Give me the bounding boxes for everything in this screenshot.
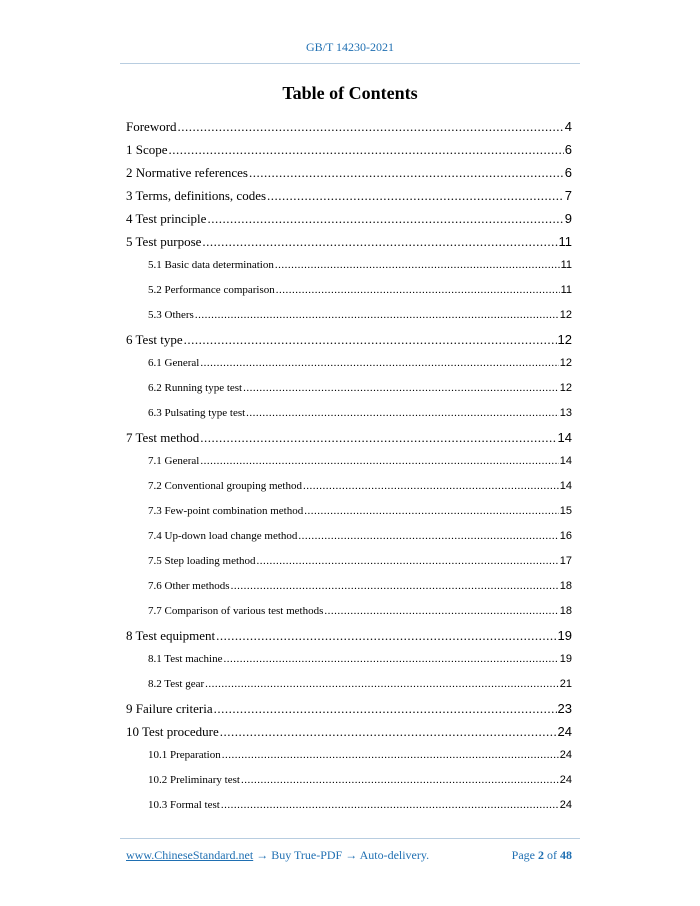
toc-entry-label: 10.2 Preliminary test [148,774,240,786]
toc-chapter-entry[interactable] [126,161,572,184]
toc-entry-label: 6.1 General [148,357,200,369]
toc-entry-page: 4 [564,119,572,134]
toc-section-entry[interactable] [126,793,572,818]
toc-dot-leader [205,672,559,697]
toc-dot-leader [216,624,556,647]
toc-dot-leader [221,793,559,818]
toc-dot-leader [169,138,564,161]
toc-section-entry[interactable] [126,672,572,697]
toc-entry-label: 7.6 Other methods [148,580,230,592]
toc-entry-label: 8.2 Test gear [148,678,205,690]
toc-dot-leader [200,426,556,449]
toc-entry-label: 7.5 Step loading method [148,555,256,567]
toc-dot-leader [200,351,558,376]
toc-chapter-entry[interactable] [126,207,572,230]
toc-entry-page: 19 [559,653,572,665]
toc-entry-page: 12 [557,332,572,347]
toc-dot-leader [214,697,557,720]
toc-section-entry[interactable] [126,303,572,328]
toc-entry-label: 8.1 Test machine [148,653,223,665]
toc-section-entry[interactable] [126,376,572,401]
toc-entry-label: 8 Test equipment [126,628,216,643]
toc-chapter-entry[interactable] [126,697,572,720]
page-title: Table of Contents [282,83,418,103]
toc-entry-label: 5.3 Others [148,309,194,321]
toc-entry-page: 23 [557,701,572,716]
toc-entry-page: 14 [559,480,572,492]
promo-text: → Buy True-PDF → Auto-delivery. [253,848,430,862]
toc-dot-leader [207,207,563,230]
toc-entry-label: 7 Test method [126,430,200,445]
toc-entry-label: 3 Terms, definitions, codes [126,188,267,203]
site-link[interactable]: www.ChineseStandard.net [126,848,254,862]
toc-section-entry[interactable] [126,599,572,624]
toc-entry-page: 13 [559,407,572,419]
toc-chapter-entry[interactable] [126,184,572,207]
toc-entry-page: 14 [559,455,572,467]
toc-entry-page: 6 [564,142,572,157]
toc-section-entry[interactable] [126,768,572,793]
toc-dot-leader [246,401,559,426]
footer-promo [126,848,429,863]
table-of-contents [126,115,572,818]
toc-dot-leader [241,768,559,793]
toc-entry-page: 24 [559,749,572,761]
toc-dot-leader [298,524,558,549]
toc-dot-leader [184,328,557,351]
toc-dot-leader [195,303,559,328]
toc-entry-page: 21 [559,678,572,690]
toc-dot-leader [202,230,557,253]
toc-chapter-entry[interactable] [126,328,572,351]
toc-dot-leader [304,499,559,524]
toc-section-entry[interactable] [126,401,572,426]
toc-chapter-entry[interactable] [126,720,572,743]
toc-entry-page: 18 [559,605,572,617]
page-of: of [544,848,560,862]
toc-section-entry[interactable] [126,278,572,303]
toc-entry-page: 18 [559,580,572,592]
toc-dot-leader [231,574,559,599]
toc-entry-label: 6.2 Running type test [148,382,243,394]
toc-section-entry[interactable] [126,351,572,376]
toc-chapter-entry[interactable] [126,230,572,253]
toc-section-entry[interactable] [126,549,572,574]
toc-section-entry[interactable] [126,449,572,474]
toc-section-entry[interactable] [126,647,572,672]
toc-dot-leader [257,549,559,574]
toc-entry-label: 7.4 Up-down load change method [148,530,298,542]
toc-entry-label: 5.1 Basic data determination [148,259,274,271]
page-current: 2 [538,848,544,862]
toc-entry-page: 12 [559,382,572,394]
toc-entry-label: 7.1 General [148,455,200,467]
toc-chapter-entry[interactable] [126,426,572,449]
toc-dot-leader [222,743,559,768]
toc-entry-label: 7.3 Few-point combination method [148,505,304,517]
toc-entry-page: 14 [557,430,572,445]
toc-entry-label: 6.3 Pulsating type test [148,407,246,419]
toc-entry-label: 2 Normative references [126,165,248,180]
toc-entry-page: 11 [560,259,572,271]
toc-dot-leader [267,184,564,207]
header-divider [120,63,580,64]
toc-section-entry[interactable] [126,524,572,549]
toc-dot-leader [178,115,564,138]
toc-entry-label: 10.1 Preparation [148,749,221,761]
toc-dot-leader [303,474,559,499]
toc-entry-page: 7 [564,188,572,203]
toc-entry-page: 15 [559,505,572,517]
footer-divider [120,838,580,839]
toc-dot-leader [249,161,564,184]
toc-dot-leader [324,599,558,624]
toc-entry-page: 12 [559,357,572,369]
page-indicator [512,848,572,863]
toc-chapter-entry[interactable] [126,624,572,647]
toc-dot-leader [223,647,558,672]
toc-entry-page: 24 [559,774,572,786]
toc-dot-leader [276,278,560,303]
page-prefix: Page [511,848,538,862]
standard-number: GB/T 14230-2021 [305,40,395,54]
toc-entry-page: 17 [559,555,572,567]
toc-entry-label: 5.2 Performance comparison [148,284,275,296]
toc-entry-label: 10 Test procedure [126,724,219,739]
toc-entry-page: 9 [564,211,572,226]
toc-entry-page: 24 [559,799,572,811]
toc-dot-leader [243,376,559,401]
toc-section-entry[interactable] [126,574,572,599]
toc-chapter-entry[interactable] [126,138,572,161]
toc-section-entry[interactable] [126,743,572,768]
page-total: 48 [560,848,572,862]
toc-section-entry[interactable] [126,474,572,499]
toc-dot-leader [200,449,558,474]
toc-entry-label: 4 Test principle [126,211,207,226]
toc-entry-label: 1 Scope [126,142,168,157]
toc-chapter-entry[interactable] [126,115,572,138]
toc-entry-label: 7.2 Conventional grouping method [148,480,302,492]
toc-entry-label: 5 Test purpose [126,234,202,249]
toc-dot-leader [220,720,557,743]
toc-section-entry[interactable] [126,253,572,278]
toc-dot-leader [275,253,560,278]
toc-entry-page: 24 [557,724,572,739]
toc-entry-label: 9 Failure criteria [126,701,213,716]
toc-entry-label: 6 Test type [126,332,183,347]
toc-section-entry[interactable] [126,499,572,524]
toc-entry-page: 16 [559,530,572,542]
running-header [0,40,700,55]
toc-entry-page: 6 [564,165,572,180]
toc-entry-page: 11 [558,234,572,249]
toc-entry-label: 10.3 Formal test [148,799,220,811]
toc-entry-page: 12 [559,309,572,321]
toc-entry-label: Foreword [126,119,177,134]
toc-entry-page: 19 [557,628,572,643]
toc-entry-label: 7.7 Comparison of various test methods [148,605,324,617]
toc-entry-page: 11 [560,284,572,296]
